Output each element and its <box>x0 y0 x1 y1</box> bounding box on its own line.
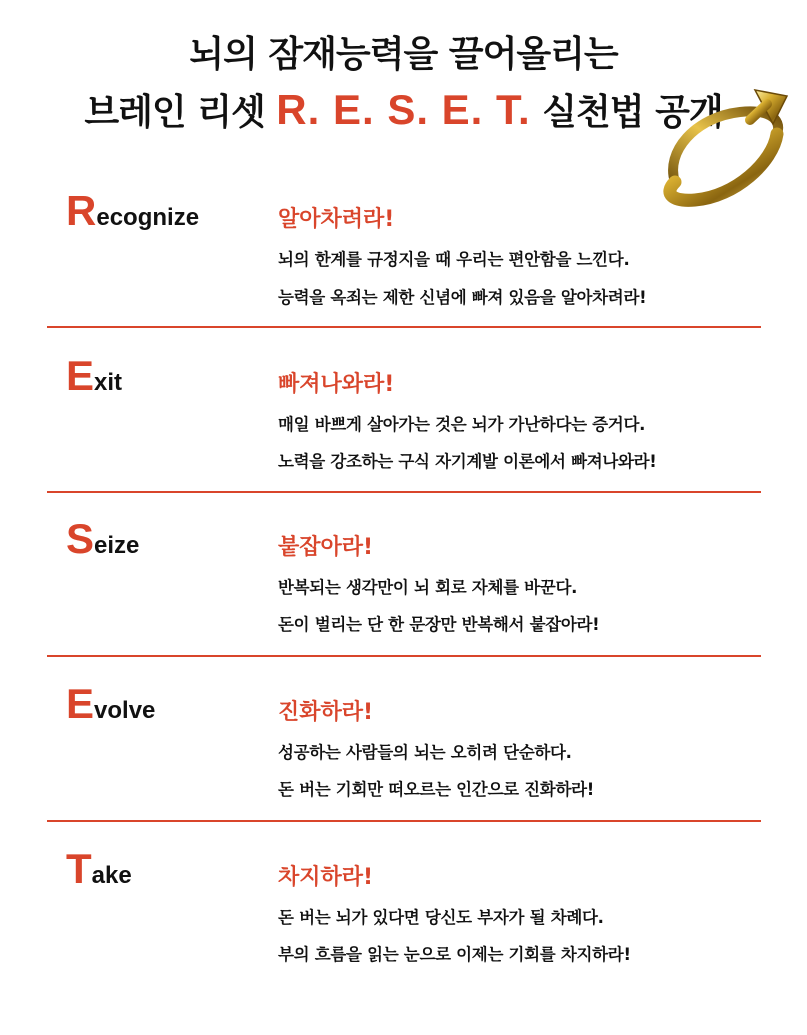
section-divider <box>47 820 761 822</box>
gold-ring-arrow-icon <box>655 72 795 222</box>
section-text-line-1: 성공하는 사람들의 뇌는 오히려 단순하다. <box>278 743 572 762</box>
section-text-line-1: 뇌의 한계를 규정지을 때 우리는 편안함을 느낀다. <box>278 250 630 269</box>
title-prefix: 브레인 리셋 <box>84 92 277 133</box>
section-text-line-1: 반복되는 생각만이 뇌 회로 자체를 바꾼다. <box>278 578 578 597</box>
keyword-initial: T <box>66 845 92 892</box>
keyword-evolve <box>66 680 156 727</box>
section-heading: 빠져나와라! <box>278 372 395 397</box>
section-heading: 진화하라! <box>278 700 374 725</box>
keyword-initial: E <box>66 352 95 399</box>
page-title-line-1: 뇌의 잠재능력을 끌어올리는 <box>189 34 618 75</box>
keyword-seize <box>66 515 140 562</box>
section-heading: 알아차려라! <box>278 207 395 232</box>
section-text-line-2: 돈이 벌리는 단 한 문장만 반복해서 붙잡아라! <box>278 615 600 634</box>
section-divider <box>47 655 761 657</box>
section-heading: 차지하라! <box>278 865 374 890</box>
keyword-rest: ecognize <box>96 204 200 231</box>
keyword-initial: S <box>66 515 95 562</box>
section-text-line-2: 노력을 강조하는 구식 자기계발 이론에서 빠져나와라! <box>278 452 657 471</box>
section-text-line-2: 돈 버는 기회만 떠오르는 인간으로 진화하라! <box>278 780 594 799</box>
section-heading: 붙잡아라! <box>278 535 374 560</box>
keyword-take <box>66 845 132 892</box>
section-text-line-2: 부의 흐름을 읽는 눈으로 이제는 기회를 차지하라! <box>278 945 631 964</box>
keyword-recognize <box>66 187 200 234</box>
keyword-initial: R <box>66 187 97 234</box>
section-divider <box>47 326 761 328</box>
reset-acronym: R. E. S. E. T. <box>276 86 531 133</box>
keyword-rest: eize <box>94 532 140 559</box>
keyword-exit <box>66 352 123 399</box>
section-text-line-1: 매일 바쁘게 살아가는 것은 뇌가 가난하다는 증거다. <box>278 415 646 434</box>
section-text-line-1: 돈 버는 뇌가 있다면 당신도 부자가 될 차례다. <box>278 908 604 927</box>
keyword-initial: E <box>66 680 95 727</box>
keyword-rest: xit <box>94 369 123 396</box>
title-suffix: 실천법 공개 <box>530 92 723 133</box>
section-divider <box>47 491 761 493</box>
keyword-rest: ake <box>91 862 132 889</box>
keyword-rest: volve <box>94 697 156 724</box>
section-text-line-2: 능력을 옥죄는 제한 신념에 빠져 있음을 알아차려라! <box>278 288 647 307</box>
